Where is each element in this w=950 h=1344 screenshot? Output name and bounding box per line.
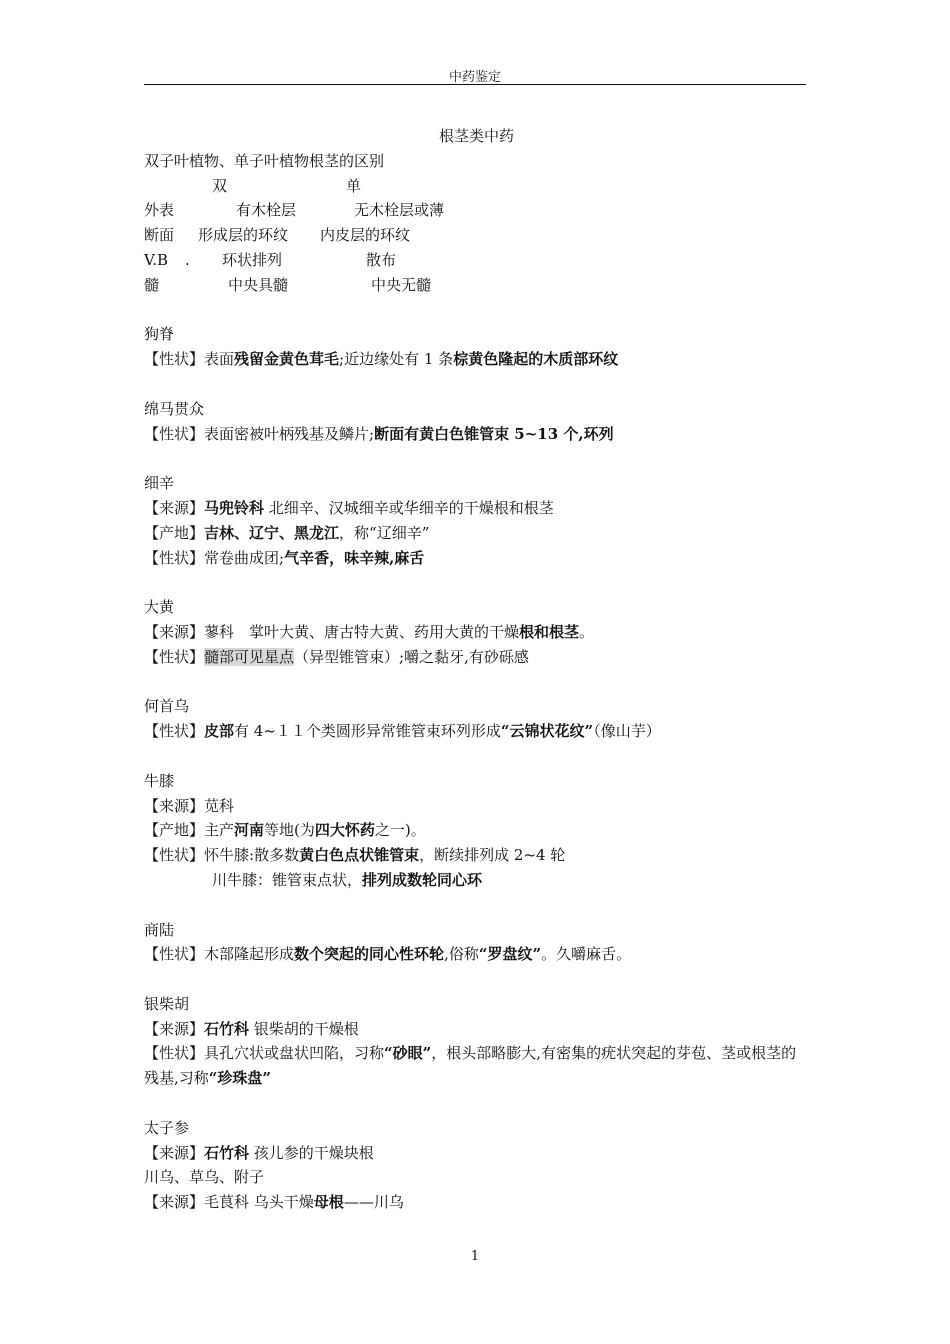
compare-label: V.B bbox=[144, 250, 169, 269]
tag-xingzhuang: 【性状】 bbox=[144, 945, 205, 964]
herb-name-heshouwu: 何首乌 bbox=[144, 697, 190, 716]
compare-a: 形成层的环纹 bbox=[198, 226, 289, 245]
document-body bbox=[144, 124, 809, 1215]
herb-name-chuanwu: 川乌、草乌、附子 bbox=[144, 1168, 265, 1187]
compare-dot: . bbox=[185, 250, 190, 269]
tag-laiyuan: 【来源】 bbox=[144, 1019, 205, 1038]
dahuang-xingzhuang: 【性状】髓部可见星点（异型锥管束）;嚼之黏牙,有砂砾感 bbox=[144, 647, 529, 666]
tag-laiyuan: 【来源】 bbox=[144, 1143, 205, 1162]
shanglu-xingzhuang: 【性状】木部隆起形成数个突起的同心性环轮,俗称“罗盘纹”。久嚼麻舌。 bbox=[144, 945, 632, 964]
gouji-xingzhuang: 【性状】表面残留金黄色茸毛;近边缘处有 1 条棕黄色隆起的木质部环纹 bbox=[144, 350, 619, 369]
herb-name-niuxi: 牛膝 bbox=[144, 771, 175, 790]
tag-xingzhuang: 【性状】 bbox=[144, 647, 205, 666]
compare-b: 无木栓层或薄 bbox=[354, 201, 445, 220]
niuxi-laiyuan: 【来源】苋科 bbox=[144, 796, 235, 815]
tag-xingzhuang: 【性状】 bbox=[144, 722, 205, 741]
compare-a: 中央具髓 bbox=[228, 275, 289, 294]
heshouwu-xingzhuang: 【性状】皮部有 4~１１个类圆形异常锥管束环列形成“云锦状花纹”（像山芋） bbox=[144, 722, 661, 741]
herb-name-shanglu: 商陆 bbox=[144, 920, 175, 939]
compare-header-row bbox=[144, 174, 809, 199]
compare-row-sui bbox=[144, 273, 809, 298]
xixin-chandi: 【产地】吉林、辽宁、黑龙江，称“辽细辛” bbox=[144, 523, 430, 542]
compare-b: 散布 bbox=[366, 250, 397, 269]
tag-laiyuan: 【来源】 bbox=[144, 796, 205, 815]
herb-name-taizishen: 太子参 bbox=[144, 1118, 190, 1137]
dahuang-laiyuan: 【来源】蓼科 掌叶大黄、唐古特大黄、药用大黄的干燥根和根茎。 bbox=[144, 622, 595, 641]
niuxi-xingzhuang-2: 川牛膝：锥管束点状，排列成数轮同心环 bbox=[212, 870, 483, 889]
tag-chandi: 【产地】 bbox=[144, 821, 205, 840]
tag-xingzhuang: 【性状】 bbox=[144, 846, 205, 865]
herb-name-gouji: 狗脊 bbox=[144, 325, 175, 344]
compare-a: 环状排列 bbox=[222, 250, 283, 269]
tag-chandi: 【产地】 bbox=[144, 523, 205, 542]
taizishen-laiyuan: 【来源】石竹科 孩儿参的干燥块根 bbox=[144, 1143, 374, 1162]
compare-a: 有木栓层 bbox=[236, 201, 297, 220]
compare-b: 内皮层的环纹 bbox=[320, 226, 411, 245]
niuxi-xingzhuang: 【性状】怀牛膝:散多数黄白色点状锥管束，断续排列成 2~4 轮 bbox=[144, 846, 566, 865]
xixin-xingzhuang: 【性状】常卷曲成团;气辛香，味辛辣,麻舌 bbox=[144, 548, 425, 567]
compare-label: 髓 bbox=[144, 275, 160, 294]
herb-name-dahuang: 大黄 bbox=[144, 598, 175, 617]
compare-row-waibiao bbox=[144, 198, 809, 223]
mianma-xingzhuang: 【性状】表面密被叶柄残基及鳞片;断面有黄白色锥管束 5~13 个,环列 bbox=[144, 424, 614, 443]
compare-heading: 双子叶植物、单子叶植物根茎的区别 bbox=[144, 151, 385, 170]
tag-xingzhuang: 【性状】 bbox=[144, 424, 205, 443]
highlighted-text: 髓部可见星点 bbox=[204, 647, 295, 666]
yinchaihu-laiyuan: 【来源】石竹科 银柴胡的干燥根 bbox=[144, 1019, 359, 1038]
page-header: 中药鉴定 bbox=[448, 70, 501, 85]
compare-label: 断面 bbox=[144, 226, 175, 245]
compare-row-duanmian bbox=[144, 223, 809, 248]
chuanwu-laiyuan: 【来源】毛茛科 乌头干燥母根——川乌 bbox=[144, 1193, 404, 1212]
niuxi-chandi: 【产地】主产河南等地(为四大怀药之一)。 bbox=[144, 821, 426, 840]
tag-laiyuan: 【来源】 bbox=[144, 498, 205, 517]
compare-b: 中央无髓 bbox=[371, 275, 432, 294]
herb-name-xixin: 细辛 bbox=[144, 474, 175, 493]
col-dan: 单 bbox=[346, 176, 362, 195]
header-rule bbox=[144, 84, 806, 85]
doc-title: 根茎类中药 bbox=[438, 127, 514, 145]
tag-xingzhuang: 【性状】 bbox=[144, 350, 205, 369]
compare-label: 外表 bbox=[144, 201, 175, 220]
page-number: 1 bbox=[470, 1249, 480, 1264]
yinchaihu-xingzhuang: 【性状】具孔穴状或盘状凹陷，习称“砂眼”，根头部略膨大,有密集的疣状突起的芽苞、茎或根茎的残基,习称“珍珠盘” bbox=[144, 1044, 797, 1088]
herb-name-mianma: 绵马贯众 bbox=[144, 399, 205, 418]
tag-xingzhuang: 【性状】 bbox=[144, 1044, 205, 1063]
xixin-laiyuan: 【来源】马兜铃科 北细辛、汉城细辛或华细辛的干燥根和根茎 bbox=[144, 498, 554, 517]
compare-row-vb bbox=[144, 248, 809, 273]
tag-xingzhuang: 【性状】 bbox=[144, 548, 205, 567]
col-shuang: 双 bbox=[212, 176, 228, 195]
tag-laiyuan: 【来源】 bbox=[144, 622, 205, 641]
tag-laiyuan: 【来源】 bbox=[144, 1193, 205, 1212]
herb-name-yinchaihu: 银柴胡 bbox=[144, 994, 190, 1013]
